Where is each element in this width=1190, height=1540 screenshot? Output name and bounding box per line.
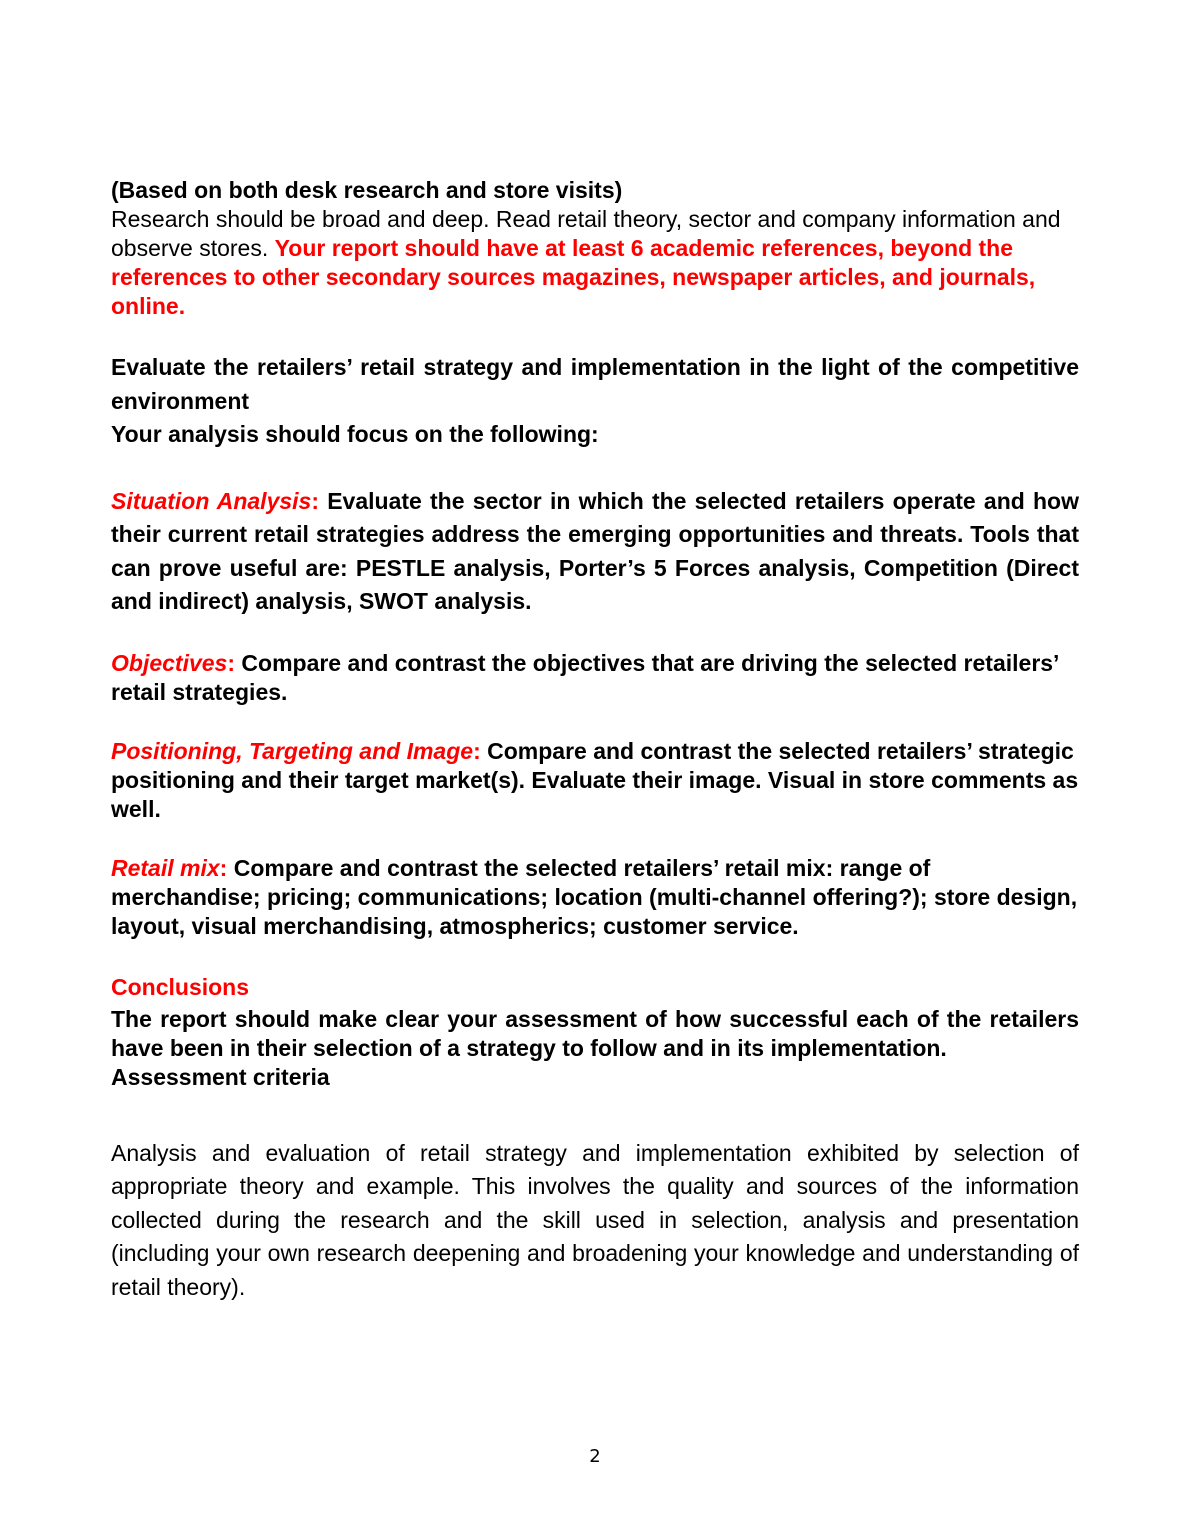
objectives-text: Compare and contrast the objectives that are driving the selected retailers’ retail strategies. — [111, 649, 1059, 705]
assessment-criteria-heading: Assessment criteria — [111, 1063, 330, 1090]
objectives-paragraph — [111, 649, 1079, 707]
assessment-criteria-text: Analysis and evaluation of retail strategy and implementation exhibited by selection of appropriate theory and example. This involves the quality and sources of the information collected during the research and the skill used in selection, analysis and presentation (including your own research deepening and broadening your knowledge and understanding of retail theory). — [111, 1139, 1079, 1300]
intro-paragraph — [111, 176, 1079, 321]
positioning-sep: : — [473, 737, 481, 764]
situation-analysis-sep: : — [311, 487, 320, 514]
intro-highlight: Your report should have at least 6 academic references, beyond the references to other secondary sources magazines, newspaper articles, and journals, online. — [111, 235, 1036, 319]
page-number: 2 — [589, 1446, 601, 1467]
retail-mix-text: Compare and contrast the selected retailers’ retail mix: range of merchandise; pricing; communications; location (multi-channel offering?); store design, layout, visual merchandising, atmospherics; customer service. — [111, 854, 1078, 939]
evaluate-heading: Evaluate the retailers’ retail strategy and implementation in the light of the competitive environment — [111, 354, 1079, 414]
positioning-label: Positioning, Targeting and Image — [111, 737, 474, 764]
situation-analysis-label: Situation Analysis — [111, 487, 312, 514]
intro-heading: (Based on both desk research and store visits) — [111, 177, 623, 203]
conclusions-heading: Conclusions — [111, 973, 250, 1000]
retail-mix-paragraph — [111, 854, 1079, 941]
situation-analysis-text: Evaluate the sector in which the selected retailers operate and how their current retail strategies address the emerging opportunities and threats. Tools that can prove useful are: PESTLE analysis, Porter’s 5 Forces analysis, Competition (Direct and indirect) analysis, SWOT analysis. — [111, 487, 1079, 614]
objectives-sep: : — [227, 649, 236, 676]
positioning-text: Compare and contrast the selected retailers’ strategic positioning and their target market(s). Evaluate their image. Visual in store comments as well. — [111, 737, 1079, 822]
document-page — [111, 176, 1079, 1304]
retail-mix-sep: : — [219, 854, 228, 881]
intro-text: Research should be broad and deep. Read retail theory, sector and company information and observe stores. — [111, 206, 1061, 261]
positioning-paragraph — [111, 737, 1079, 824]
retail-mix-label: Retail mix — [111, 854, 220, 881]
focus-line: Your analysis should focus on the following: — [111, 421, 599, 447]
objectives-label: Objectives — [111, 649, 228, 676]
conclusions-text: The report should make clear your assessment of how successful each of the retailers have been in their selection of a strategy to follow and in its implementation. — [111, 1005, 1079, 1061]
situation-analysis-paragraph — [111, 485, 1079, 619]
